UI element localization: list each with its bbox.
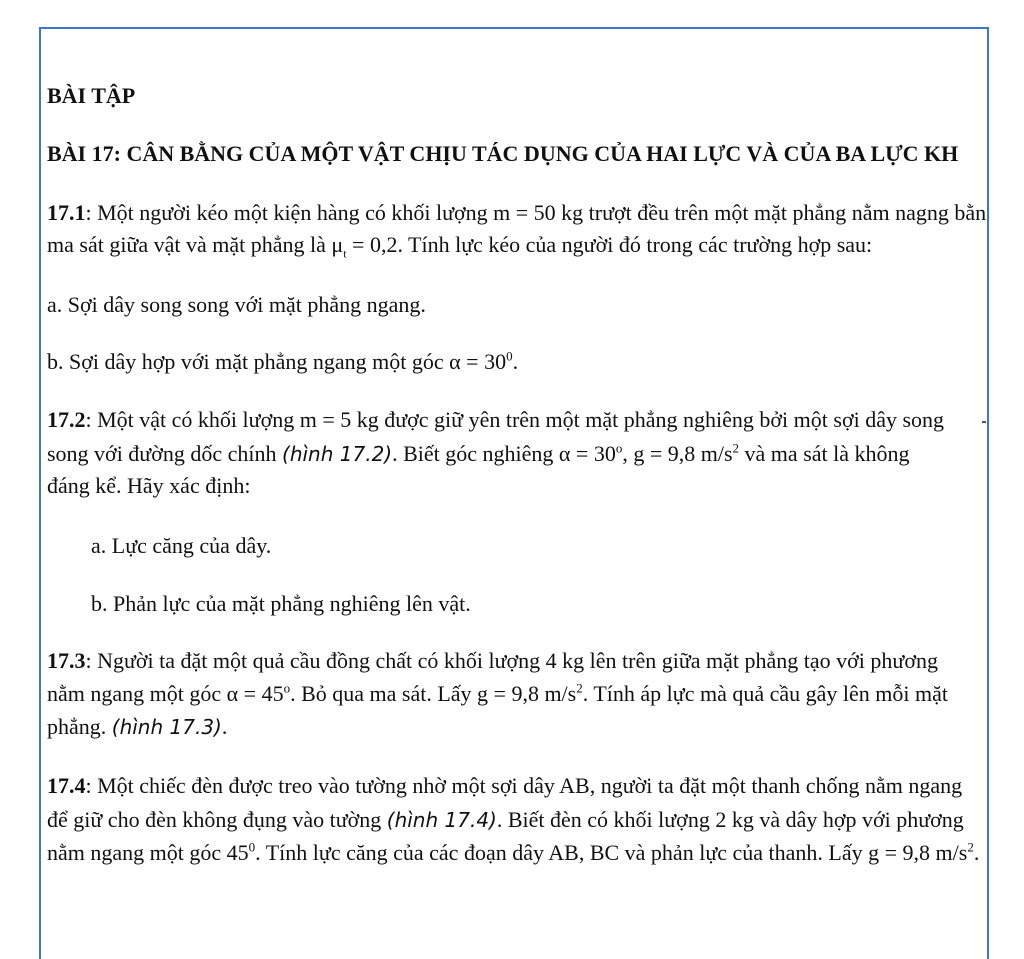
problem-17-1-line-2: ma sát giữa vật và mặt phẳng là $\mu_t = 0,2$. Tính lực kéo của người đó trong các trường hợp sau: — [47, 232, 873, 261]
lesson-title: BÀI 17: CÂN BẰNG CỦA MỘT VẬT CHỊU TÁC DỤNG CỦA HAI LỰC VÀ CỦA BA LỰC KH — [47, 141, 959, 166]
problem-17-2-line-2: song với đường dốc chính (hình 17.2). Biết góc nghiêng $\alpha = 30^o$, g = 9,8 $m/s^2$ và ma sát là không — [47, 440, 910, 466]
margin-mark — [982, 421, 986, 423]
figure-reference: (hình 17.3) — [111, 715, 222, 739]
problem-17-2-item-a: a. Lực căng của dây. — [91, 533, 272, 558]
problem-number: 17.3 — [47, 648, 86, 673]
problem-17-4-line-2: để giữ cho đèn không đụng vào tường (hình 17.4). Biết đèn có khối lượng 2 kg và dây hợp với phương — [47, 807, 964, 832]
problem-17-2-item-b: b. Phản lực của mặt phẳng nghiêng lên vật. — [91, 591, 471, 616]
problem-17-3-line-3: phẳng. (hình 17.3). — [47, 714, 228, 739]
problem-number: 17.2 — [47, 407, 86, 432]
problem-number: 17.1 — [47, 200, 86, 225]
problem-17-1-item-b: b. Sợi dây hợp với mặt phẳng ngang một góc $\alpha = 30^0$. — [47, 348, 519, 374]
figure-reference: (hình 17.2) — [282, 442, 393, 466]
problem-17-4-line-3: nằm ngang một góc $45^0$. Tính lực căng của các đoạn dây AB, BC và phản lực của thanh. Lấy g = 9,8 $m/s^2$. — [47, 839, 980, 865]
problem-17-1-item-a: a. Sợi dây song song với mặt phẳng ngang. — [47, 292, 426, 317]
page-title: BÀI TẬP — [47, 83, 136, 108]
document-page — [39, 27, 989, 959]
problem-17-2-line-1: 17.2: Một vật có khối lượng m = 5 kg được giữ yên trên một mặt phẳng nghiêng bởi một sợi dây song — [47, 407, 945, 432]
problem-number: 17.4 — [47, 773, 86, 798]
problem-17-4-line-1: 17.4: Một chiếc đèn được treo vào tường nhờ một sợi dây AB, người ta đặt một thanh chống nằm ngang — [47, 773, 963, 798]
figure-reference: (hình 17.4) — [386, 808, 497, 832]
problem-17-3-line-1: 17.3: Người ta đặt một quả cầu đồng chất có khối lượng 4 kg lên trên giữa mặt phẳng tạo với phương — [47, 648, 938, 673]
problem-17-3-line-2: nằm ngang một góc $\alpha = 45^o$. Bỏ qua ma sát. Lấy g = 9,8 $m/s^2$. Tính áp lực mà quả cầu gây lên mỗi mặt — [47, 680, 948, 706]
problem-17-1-line-1: 17.1: Một người kéo một kiện hàng có khối lượng m = 50 kg trượt đều trên một mặt phẳng nằm nagng bằn — [47, 200, 987, 225]
problem-17-2-line-3: đáng kể. Hãy xác định: — [47, 473, 251, 498]
